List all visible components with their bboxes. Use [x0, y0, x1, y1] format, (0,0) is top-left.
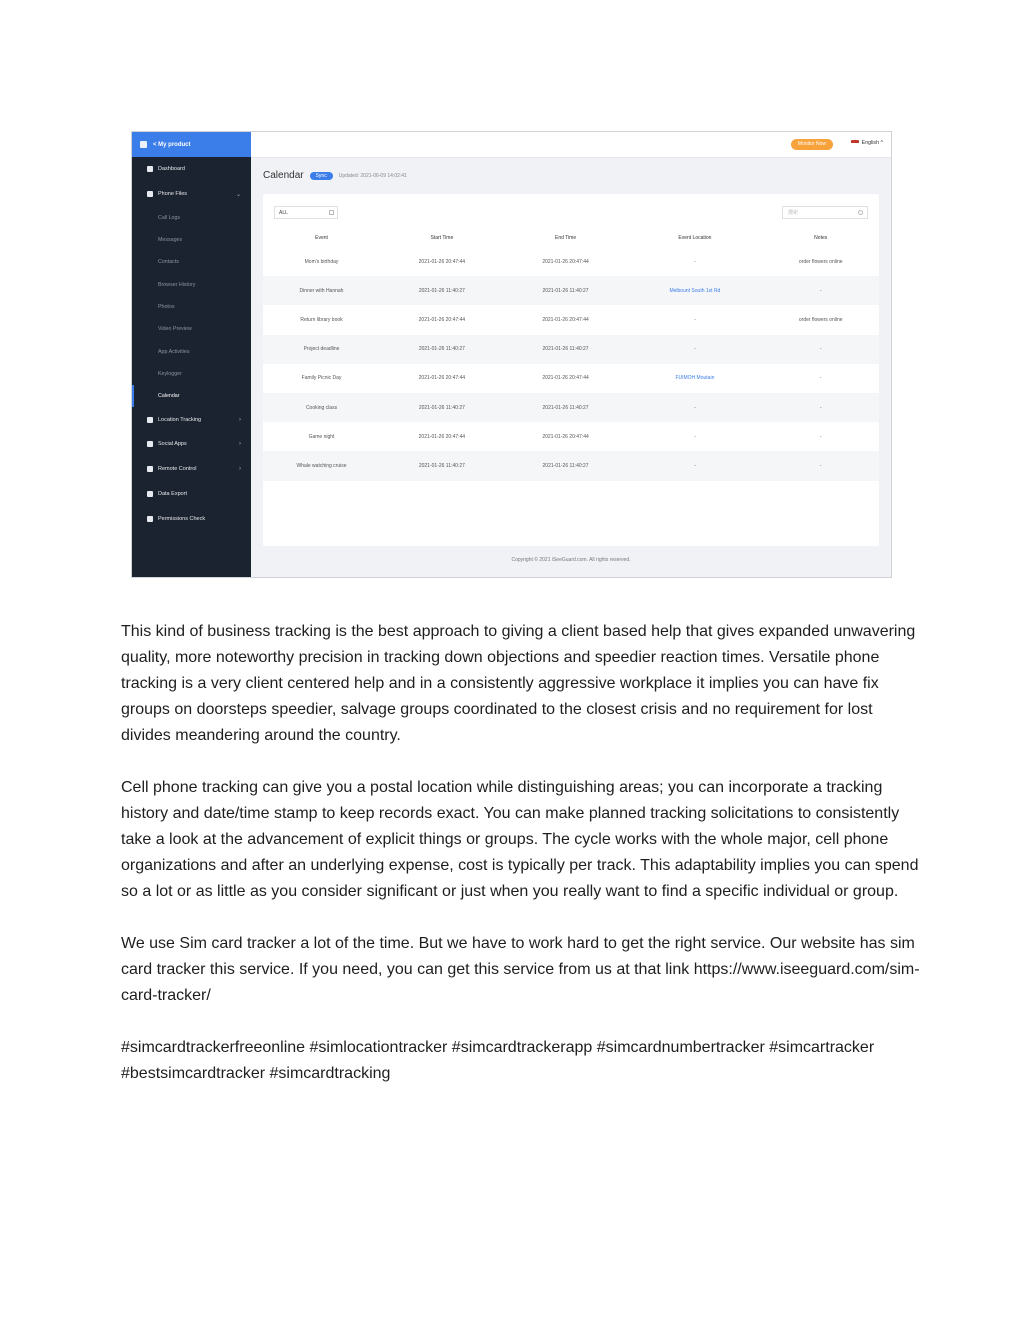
nav-item-data-export[interactable]	[132, 482, 251, 507]
nav-sub	[132, 207, 251, 408]
col-notes: Notes	[814, 235, 828, 241]
cell-event: Game night	[308, 433, 335, 440]
col-event-location: Event Location	[678, 235, 712, 241]
copyright-footer: Copyright © 2021 iSeeGuard.com. All rights reserved.	[511, 557, 631, 563]
home-icon	[147, 166, 153, 172]
cell-start: 2021-01-26 11:40:27	[380, 276, 504, 305]
nav-label: Data Export	[158, 491, 188, 498]
calendar-table	[263, 229, 879, 481]
cell-event: Cooking class	[263, 393, 380, 422]
cell-location: -	[627, 393, 762, 422]
nav-label: Remote Control	[158, 466, 197, 473]
nav-item-location-tracking[interactable]	[132, 407, 251, 432]
cell-end: 2021-01-26 11:40:27	[504, 393, 628, 422]
nav-sub-contacts[interactable]: Contacts	[158, 259, 179, 266]
language-selector[interactable]	[851, 140, 883, 146]
sync-button[interactable]: Sync	[310, 172, 333, 180]
cell-start: 2021-01-26 20:47:44	[418, 433, 466, 440]
table-row[interactable]	[263, 247, 879, 276]
nav-label: Social Apps	[158, 441, 187, 448]
col-event: Event	[315, 235, 328, 241]
date-filter[interactable]	[274, 206, 338, 219]
export-icon	[147, 491, 153, 497]
cell-start: 2021-01-26 20:47:44	[418, 316, 466, 323]
search-placeholder: 搜索	[788, 210, 799, 216]
paragraph: We use Sim card tracker a lot of the time. But we have to work hard to get the right service. Our website has sim card tracker this service. If you need, you can get this service from us at that link https://www.iseeguard.com/sim-card-tracker/	[121, 935, 920, 1004]
nav-sub-video-preview[interactable]: Video Preview	[158, 326, 192, 333]
nav-label: Permissions Check	[158, 515, 206, 522]
nav-item-remote-control[interactable]	[132, 457, 251, 482]
page-title: Calendar	[263, 170, 304, 181]
table-row[interactable]	[263, 393, 879, 422]
nav-label: Location Tracking	[158, 416, 202, 423]
location-pin-icon	[147, 417, 153, 423]
cell-end: 2021-01-26 20:47:44	[542, 258, 589, 265]
remote-icon	[147, 466, 153, 472]
cell-notes: -	[762, 451, 879, 480]
chevron-right-icon: ›	[239, 416, 241, 423]
cell-location-link[interactable]: FUIMOH Moutain	[675, 375, 715, 382]
sidebar-header[interactable]	[132, 132, 251, 157]
cell-notes: -	[762, 335, 879, 364]
paragraph: This kind of business tracking is the best approach to giving a client based help that gives expanded unwavering quality, more noteworthy precision in tracking down objections and speedier reaction times. Versatile phone tracking is a very client centered help and in a consistently aggressive workplace it implies you can have fix groups on doorsteps speedier, salvage groups coordinated to the closest crisis and no requirement for lost divides meandering around the country.	[121, 623, 916, 744]
monitor-now-button[interactable]: Monitor Now	[791, 139, 833, 150]
chat-icon	[147, 441, 153, 447]
nav-sub-call-logs[interactable]: Call Logs	[158, 214, 181, 221]
cell-start: 2021-01-26 20:47:44	[418, 375, 466, 382]
cell-start: 2021-01-26 11:40:27	[380, 393, 504, 422]
nav-sub-browser-history[interactable]: Browser History	[158, 281, 196, 288]
chevron-down-icon: ⌄	[235, 191, 241, 198]
nav-label: Phone Files	[158, 191, 188, 198]
cell-notes: -	[762, 393, 879, 422]
calendar-icon	[329, 210, 334, 215]
cell-end: 2021-01-26 20:47:44	[542, 316, 589, 323]
cell-start: 2021-01-26 20:47:44	[418, 258, 466, 265]
sidebar	[132, 132, 251, 577]
nav-item-social-apps[interactable]	[132, 432, 251, 457]
cell-event: Whale watching cruise	[263, 451, 380, 480]
cell-event: Project deadline	[263, 335, 380, 364]
cell-end: 2021-01-26 11:40:27	[504, 335, 628, 364]
col-end-time: End Time	[555, 235, 577, 241]
table-row[interactable]	[263, 422, 879, 451]
table-row[interactable]	[263, 364, 879, 393]
table-row[interactable]	[263, 335, 879, 364]
cell-notes: -	[762, 276, 879, 305]
hashtags: #simcardtrackerfreeonline #simlocationtracker #simcardtrackerapp #simcardnumbertracker #simcartracker #bestsimcardtracker #simcardtracking	[121, 1039, 875, 1082]
top-bar	[251, 132, 891, 158]
cell-location: -	[694, 433, 696, 440]
cell-location: -	[694, 258, 696, 265]
main-content	[251, 157, 891, 577]
phone-icon	[147, 191, 153, 197]
nav-bottom	[132, 407, 251, 531]
nav-item-phone-files[interactable]	[132, 182, 251, 207]
cell-notes: -	[819, 375, 822, 382]
table-header	[263, 229, 879, 247]
nav-item-permissions-check[interactable]	[132, 506, 251, 531]
cell-location: -	[694, 316, 696, 323]
shield-icon	[147, 516, 153, 522]
nav-top	[132, 157, 251, 207]
chevron-right-icon: ›	[239, 466, 241, 473]
title-row	[263, 170, 407, 181]
product-logo-icon	[140, 141, 147, 148]
us-flag-icon	[851, 140, 859, 146]
cell-start: 2021-01-26 11:40:27	[380, 451, 504, 480]
cell-event: Dinner with Hannah	[263, 276, 380, 305]
nav-item-dashboard[interactable]	[132, 157, 251, 182]
cell-notes: -	[819, 433, 822, 440]
cell-location: -	[627, 451, 762, 480]
search-input[interactable]	[782, 206, 868, 219]
nav-sub-photos[interactable]: Photos	[158, 303, 175, 310]
table-row[interactable]	[263, 451, 879, 480]
cell-event: Mom's birthday	[304, 258, 339, 265]
nav-sub-app-activities[interactable]: App Activities	[158, 348, 190, 355]
cell-start: 2021-01-26 11:40:27	[380, 335, 504, 364]
table-row[interactable]	[263, 305, 879, 334]
cell-location: -	[627, 335, 762, 364]
filter-value: ALL	[279, 210, 288, 216]
cell-end: 2021-01-26 11:40:27	[504, 276, 628, 305]
updated-timestamp: Updated: 2021-06-09 14:02:41	[338, 172, 407, 179]
cell-notes: order flowers online	[798, 258, 843, 265]
table-row[interactable]	[263, 276, 879, 305]
calendar-card	[263, 194, 879, 546]
nav-sub-messages[interactable]: Messages	[158, 237, 183, 244]
paragraph: Cell phone tracking can give you a postal location while distinguishing areas; you can incorporate a tracking history and date/time stamp to keep records exact. You can make planned tracking solicitations to consistently take a look at the advancement of explicit things or groups. The cycle works with the whole major, cell phone organizations and after an underlying expense, cost is typically per track. This adaptability implies you can spend so a lot or as little as you consider significant or just when you really want to find a specific individual or group.	[121, 779, 919, 900]
chevron-right-icon: ›	[239, 441, 241, 448]
nav-sub-keylogger[interactable]: Keylogger	[158, 370, 182, 377]
cell-end: 2021-01-26 11:40:27	[504, 451, 628, 480]
search-icon	[858, 210, 863, 215]
product-label: < My product	[153, 141, 191, 148]
article-body	[121, 619, 921, 1113]
cell-end: 2021-01-26 20:47:44	[542, 375, 589, 382]
cell-notes: order flowers online	[798, 316, 843, 323]
cell-event: Family Picnic Day	[301, 375, 342, 382]
cell-event: Return library book	[300, 316, 343, 323]
cell-end: 2021-01-26 20:47:44	[542, 433, 589, 440]
nav-label: Dashboard	[158, 166, 185, 173]
nav-sub-calendar[interactable]: Calendar	[132, 385, 251, 407]
language-label: English ^	[861, 140, 883, 146]
embedded-screenshot	[131, 131, 892, 578]
cell-location-link[interactable]: Melbount South 1st Rd	[627, 276, 762, 305]
col-start-time: Start Time	[430, 235, 454, 241]
